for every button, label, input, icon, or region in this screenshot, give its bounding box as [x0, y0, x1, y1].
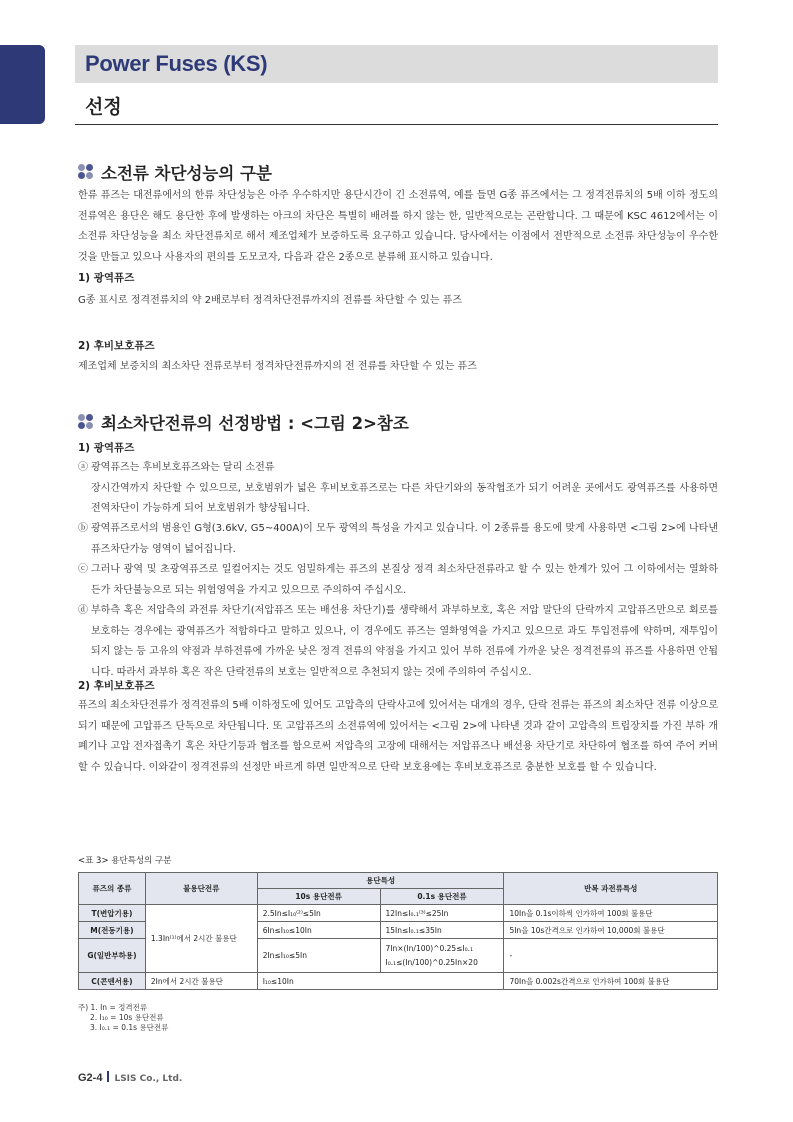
table-caption: <표 3> 용단특성의 구분 — [78, 856, 172, 866]
header-type: 퓨즈의 종류 — [79, 873, 146, 905]
header-rule — [75, 124, 718, 125]
item-mark: ⓑ — [78, 523, 88, 534]
note-1: 주) 1. In = 정격전류 — [78, 1003, 148, 1012]
cell-01s-line1: 7In×(In/100)^0.25≤I₀.₁ — [385, 943, 474, 953]
cell-10s: 2.5In≤I₁₀⁽²⁾≤5In — [257, 905, 380, 922]
clover-icon — [78, 414, 94, 430]
cell-type: M(전동기용) — [79, 922, 146, 939]
table-row — [79, 973, 718, 990]
cell-10s: I₁₀≤10In — [257, 973, 504, 990]
header-fusing-10s: 10s 용단전류 — [257, 889, 380, 905]
cell-10s: 2In≤I₁₀≤5In — [257, 939, 380, 973]
section-heading-text: 소전류 차단성능의 구분 — [101, 164, 272, 183]
cell-type: C(콘덴서용) — [79, 973, 146, 990]
page-number: G2-4 — [78, 1072, 103, 1084]
section2-sub2-text: 퓨즈의 최소차단전류가 정격전류의 5배 이하정도에 있어도 고압측의 단락사고에 있어서는 대개의 경우, 단락 전류는 퓨즈의 최소차단 전류 이상으로 되기 때문에 고압퓨즈 단독으로 차단됩니다. 또 고압퓨즈의 소전류역에 있어서는 <그림 2>에 나타낸 것과 같이 고압측의 트립장치를 가진 부하 개폐기나 고압 전자접촉기 혹은 차단기등과 협조를 함으로써 저압측의 고장에 대해서는 저압퓨즈나 배선용 차단기로 차단하여 협조를 하여 주어 커버할 수 있습니다. 이와같이 정격전류의 선정만 바르게 하면 일반적으로 단락 보호용에는 후비보호퓨즈로 충분한 보호를 할 수 있습니다. — [78, 700, 718, 773]
company-name: LSIS Co., Ltd. — [114, 1074, 183, 1084]
footer-separator — [107, 1071, 109, 1082]
cell-01s — [380, 939, 504, 973]
cell-repeat: 70In을 0.002s간격으로 인가하여 100회 불용단 — [504, 973, 718, 990]
side-tab — [0, 45, 45, 124]
section-heading-small-current — [78, 160, 272, 184]
item-text: 그러나 광역 및 초광역퓨즈로 일컬어지는 것도 엄밀하게는 퓨즈의 본질상 정격 최소차단전류라고 할 수 있는 한계가 있어 그 이하에서는 열화하든가 차단불능으로 되는 위험영역을 가지고 있으므로 주의하여 주십시오. — [91, 564, 718, 596]
section2-sub1-title: 1) 광역퓨즈 — [78, 442, 135, 454]
page-title: Power Fuses (KS) — [85, 51, 268, 76]
section1-sub2-title: 2) 후비보호퓨즈 — [78, 340, 155, 352]
list-item — [78, 560, 718, 601]
item-mark: ⓒ — [78, 564, 88, 575]
table-notes — [78, 1003, 168, 1033]
section1-sub1-text: G종 표시로 정격전류치의 약 2배로부터 정격차단전류까지의 전류를 차단할 수 있는 퓨즈 — [78, 295, 462, 306]
cell-nonfusing: 2In에서 2시간 불용단 — [145, 973, 257, 990]
cell-shared-nonfusing: 1.3In⁽¹⁾에서 2시간 불용단 — [145, 905, 257, 973]
item-mark: ⓓ — [78, 605, 88, 616]
item-text: 부하측 혹은 저압측의 과전류 차단기(저압퓨즈 또는 배선용 차단기)를 생략해서 과부하보호, 혹은 저압 말단의 단락까지 고압퓨즈만으로 회로를 보호하는 경우에는 광역퓨즈가 적합하다고 말하고 있으나, 이 경우에도 퓨즈는 열화영역을 가지고 있으므로 과도 투입전류에 약하며, 재투입이 되지 않는 등 고유의 약점과 부하전류에 가까운 낮은 정격 전류의 약점을 가지고 있어 부하 전류에 가까운 낮은 정격전류의 퓨즈를 사용하면 안됩니다. 따라서 과부하 혹은 작은 단락전류의 보호는 일반적으로 추천되지 않는 것에 주의하여 주십시오. — [91, 605, 718, 678]
cell-repeat: 5In을 10s간격으로 인가하여 10,000회 불용단 — [504, 922, 718, 939]
cell-10s: 6In≤I₁₀≤10In — [257, 922, 380, 939]
header-nonfusing: 불용단전류 — [145, 873, 257, 905]
cell-01s: 15In≤I₀.₁≤35In — [380, 922, 504, 939]
page-subtitle: 선정 — [85, 96, 122, 118]
item-text-continued: 장시간역까지 차단할 수 있으므로, 보호범위가 넓은 후비보호퓨즈로는 다른 차단기와의 동작협조가 되기 어려운 곳에서도 광역퓨즈를 사용하면 전역차단이 가능하게 되어 보호범위가 향상됩니다. — [91, 482, 718, 514]
title-bar — [75, 45, 718, 83]
cell-type: G(일반부하용) — [79, 939, 146, 973]
header-fusing-01s: 0.1s 용단전류 — [380, 889, 504, 905]
item-text: 광역퓨즈로서의 범용인 G형(3.6kV, G5~400A)이 모두 광역의 특성을 가지고 있습니다. 이 2종류를 용도에 맞게 사용하면 <그림 2>에 나타낸 퓨즈차단가능 영역이 넓어집니다. — [91, 523, 718, 555]
cell-repeat: - — [504, 939, 718, 973]
section1-sub2-text: 제조업체 보증치의 최소차단 전류로부터 정격차단전류까지의 전 전류를 차단할 수 있는 퓨즈 — [78, 361, 477, 372]
list-item — [78, 601, 718, 683]
section2-sub2-title: 2) 후비보호퓨즈 — [78, 680, 155, 692]
cell-01s-line2: I₀.₁≤(In/100)^0.25In×20 — [385, 957, 478, 967]
footer — [78, 1071, 182, 1084]
note-3: 3. I₀.₁ = 0.1s 용단전류 — [90, 1023, 169, 1032]
list-item — [78, 519, 718, 560]
cell-01s: 12In≤I₀.₁⁽³⁾≤25In — [380, 905, 504, 922]
fusing-characteristics-table — [78, 872, 718, 990]
table-row — [79, 905, 718, 922]
section-heading-text: 최소차단전류의 선정방법 : <그림 2>참조 — [101, 414, 409, 433]
note-2: 2. I₁₀ = 10s 용단전류 — [90, 1013, 164, 1022]
cell-repeat: 10In을 0.1s이하씩 인가하여 100회 불용단 — [504, 905, 718, 922]
cell-type: T(변압기용) — [79, 905, 146, 922]
header-repeat: 반복 과전류특성 — [504, 873, 718, 905]
section-heading-min-breaking — [78, 410, 409, 434]
section1-body: 한류 퓨즈는 대전류에서의 한류 차단성능은 아주 우수하지만 용단시간이 긴 소전류역, 예를 들면 G종 퓨즈에서는 그 정격전류치의 5배 이하 정도의 전류역은 용단은 해도 용단한 후에 발생하는 아크의 차단은 특별히 배려를 하지 않는 한, 일반적으로는 곤란합니다. 그 때문에 KSC 4612에서는 이 소전류 차단성능을 최소 차단전류치로 해서 제조업체가 보증하도록 요구하고 있습니다. 당사에서는 이점에서 전반적으로 소전류 차단성능이 우수한 것을 만들고 있으나 사용자의 편의를 도모코자, 다음과 같은 2종으로 분류해 표시하고 있습니다. — [78, 190, 718, 263]
header-fusing: 용단특성 — [257, 873, 504, 889]
item-mark: ⓐ — [78, 462, 88, 473]
item-text: 광역퓨즈는 후비보호퓨즈와는 달리 소전류 — [91, 462, 275, 473]
list-item — [78, 458, 718, 520]
section1-sub1-title: 1) 광역퓨즈 — [78, 272, 135, 284]
clover-icon — [78, 164, 94, 180]
